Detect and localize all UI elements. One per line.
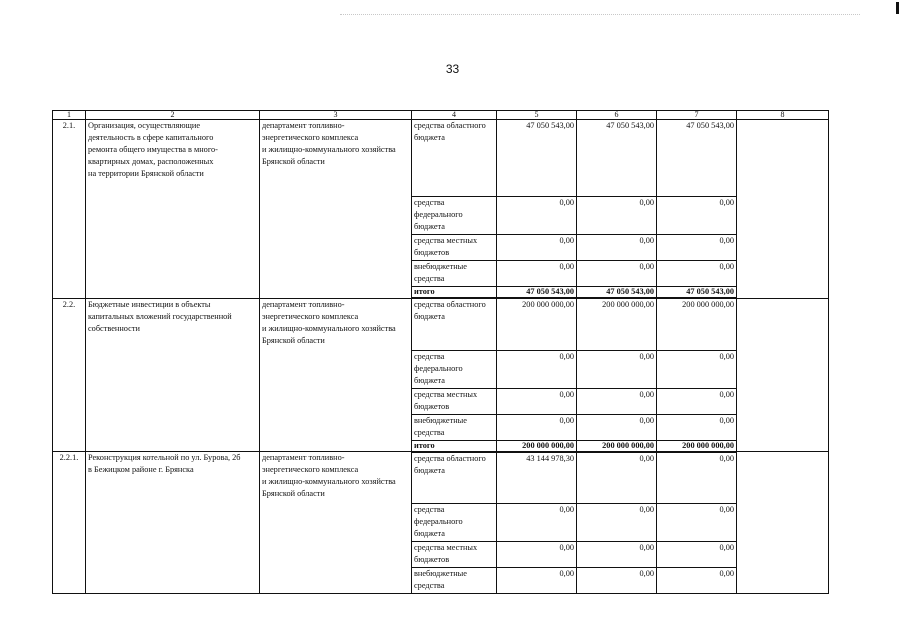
funding-source: средства областного бюджета xyxy=(412,452,497,504)
total-col6: 47 050 543,00 xyxy=(577,287,657,299)
funding-source: внебюджетные средства xyxy=(412,414,497,440)
amount-col5: 200 000 000,00 xyxy=(497,298,577,350)
column-header: 7 xyxy=(657,111,737,120)
total-col5: 47 050 543,00 xyxy=(497,287,577,299)
amount-col6: 200 000 000,00 xyxy=(577,298,657,350)
funding-source: средства местных бюджетов xyxy=(412,388,497,414)
funding-source: внебюджетные средства xyxy=(412,261,497,287)
budget-table xyxy=(52,110,829,594)
total-col5: 200 000 000,00 xyxy=(497,440,577,452)
amount-col6: 0,00 xyxy=(577,350,657,388)
amount-col5: 0,00 xyxy=(497,235,577,261)
amount-col7: 0,00 xyxy=(657,452,737,504)
amount-col5: 47 050 543,00 xyxy=(497,120,577,197)
row-code: 2.2. xyxy=(53,298,86,452)
measure-name: Организация, осуществляющие деятельность в сфере капитального ремонта общего имущества в много- квартирных домах, расположенных на территории Брянской области xyxy=(86,120,260,299)
amount-col7: 0,00 xyxy=(657,542,737,568)
measure-name: Реконструкция котельной по ул. Бурова, 2б в Бежицком районе г. Брянска xyxy=(86,452,260,594)
amount-col6: 0,00 xyxy=(577,197,657,235)
table-row xyxy=(53,452,829,504)
funding-source: средства федерального бюджета xyxy=(412,350,497,388)
total-label: итого xyxy=(412,440,497,452)
scan-edge-mark xyxy=(896,2,899,14)
total-col7: 200 000 000,00 xyxy=(657,440,737,452)
amount-col7: 0,00 xyxy=(657,261,737,287)
total-label: итого xyxy=(412,287,497,299)
amount-col7: 200 000 000,00 xyxy=(657,298,737,350)
column-header: 1 xyxy=(53,111,86,120)
table-row xyxy=(53,120,829,197)
amount-col5: 0,00 xyxy=(497,568,577,594)
amount-col6: 0,00 xyxy=(577,542,657,568)
executor: департамент топливно- энергетического комплекса и жилищно-коммунального хозяйства Брянской области xyxy=(260,452,412,594)
amount-col5: 0,00 xyxy=(497,414,577,440)
amount-col5: 0,00 xyxy=(497,350,577,388)
amount-col7: 0,00 xyxy=(657,388,737,414)
amount-col7: 0,00 xyxy=(657,504,737,542)
header-row xyxy=(53,111,829,120)
amount-col6: 0,00 xyxy=(577,261,657,287)
column-header: 5 xyxy=(497,111,577,120)
funding-source: средства федерального бюджета xyxy=(412,197,497,235)
amount-col5: 0,00 xyxy=(497,197,577,235)
executor: департамент топливно- энергетического комплекса и жилищно-коммунального хозяйства Брянской области xyxy=(260,120,412,299)
amount-col7: 0,00 xyxy=(657,568,737,594)
executor: департамент топливно- энергетического комплекса и жилищно-коммунального хозяйства Брянской области xyxy=(260,298,412,452)
total-col7: 47 050 543,00 xyxy=(657,287,737,299)
amount-col6: 0,00 xyxy=(577,504,657,542)
column-header: 4 xyxy=(412,111,497,120)
amount-col6: 0,00 xyxy=(577,235,657,261)
amount-col6: 0,00 xyxy=(577,414,657,440)
amount-col7: 0,00 xyxy=(657,414,737,440)
amount-col7: 0,00 xyxy=(657,350,737,388)
funding-source: средства местных бюджетов xyxy=(412,542,497,568)
page-number: 33 xyxy=(445,62,460,76)
measure-name: Бюджетные инвестиции в объекты капитальных вложений государственной собственности xyxy=(86,298,260,452)
funding-source: средства областного бюджета xyxy=(412,298,497,350)
column-header: 2 xyxy=(86,111,260,120)
amount-col6: 0,00 xyxy=(577,568,657,594)
funding-source: внебюджетные средства xyxy=(412,568,497,594)
amount-col5: 0,00 xyxy=(497,542,577,568)
amount-col7: 0,00 xyxy=(657,235,737,261)
amount-col7: 47 050 543,00 xyxy=(657,120,737,197)
col8-cell xyxy=(737,452,829,594)
amount-col6: 0,00 xyxy=(577,452,657,504)
funding-source: средства федерального бюджета xyxy=(412,504,497,542)
amount-col5: 0,00 xyxy=(497,261,577,287)
column-header: 6 xyxy=(577,111,657,120)
total-col6: 200 000 000,00 xyxy=(577,440,657,452)
funding-source: средства областного бюджета xyxy=(412,120,497,197)
row-code: 2.2.1. xyxy=(53,452,86,594)
funding-source: средства местных бюджетов xyxy=(412,235,497,261)
amount-col5: 0,00 xyxy=(497,504,577,542)
amount-col5: 43 144 978,30 xyxy=(497,452,577,504)
column-header: 8 xyxy=(737,111,829,120)
table-row xyxy=(53,298,829,350)
col8-cell xyxy=(737,298,829,452)
row-code: 2.1. xyxy=(53,120,86,299)
col8-cell xyxy=(737,120,829,299)
amount-col6: 47 050 543,00 xyxy=(577,120,657,197)
column-header: 3 xyxy=(260,111,412,120)
amount-col5: 0,00 xyxy=(497,388,577,414)
scan-artifact-line xyxy=(340,14,860,15)
amount-col6: 0,00 xyxy=(577,388,657,414)
amount-col7: 0,00 xyxy=(657,197,737,235)
